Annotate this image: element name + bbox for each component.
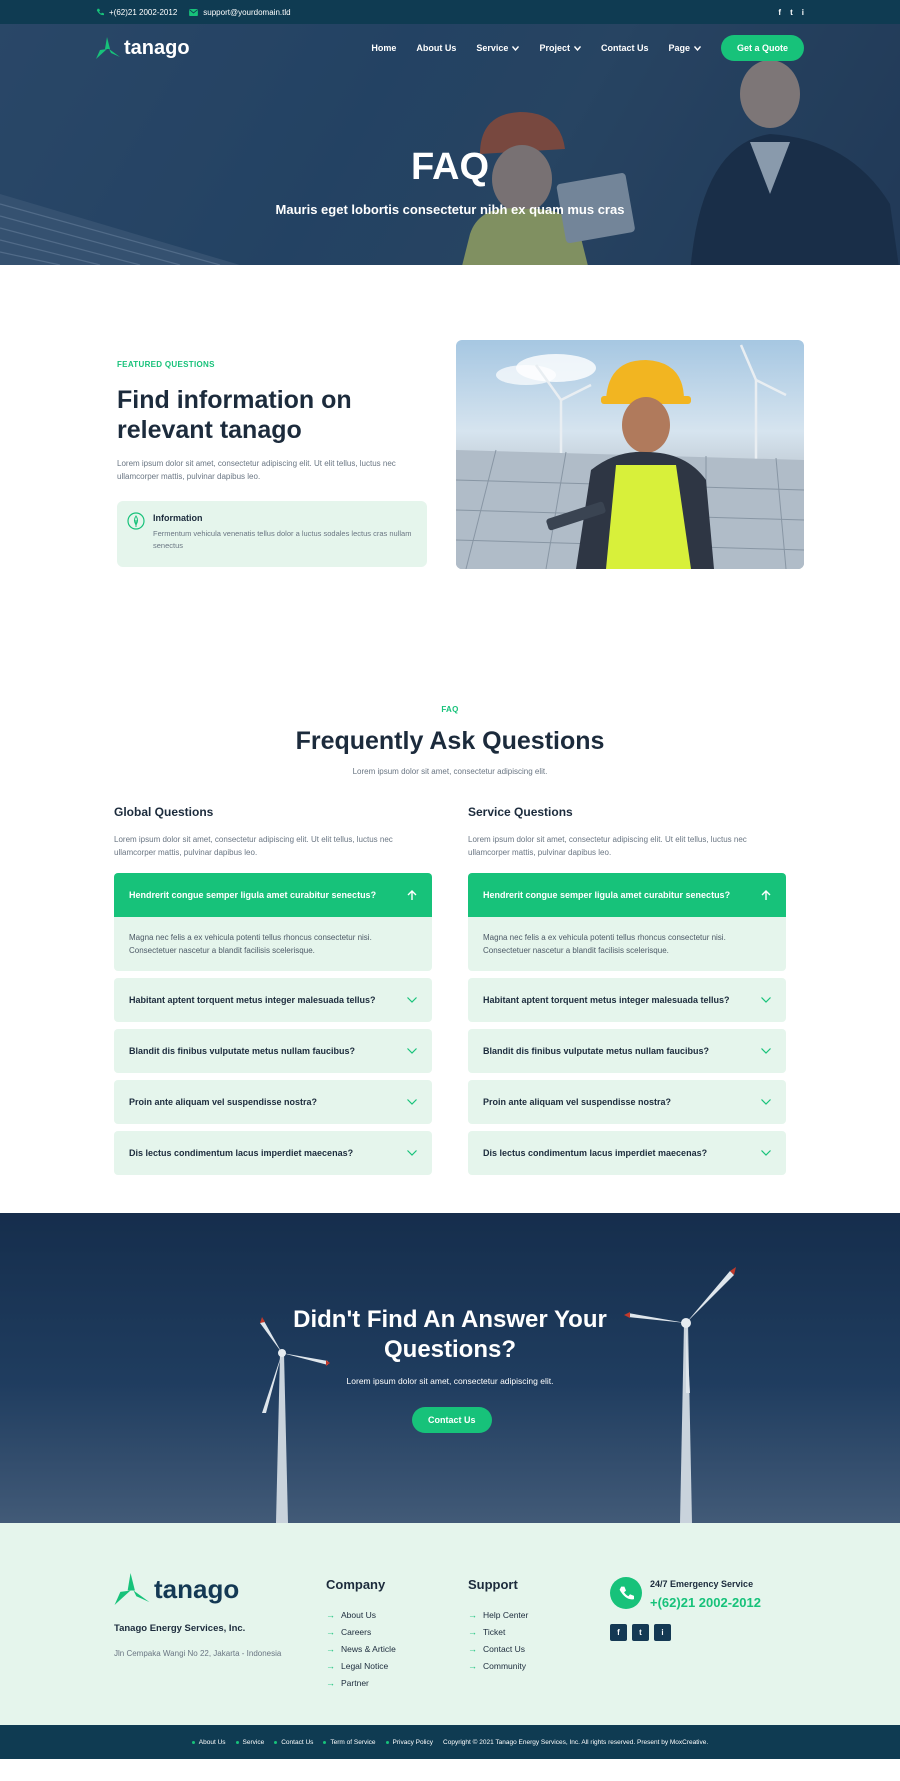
facebook-icon[interactable]: f — [610, 1624, 627, 1641]
bullet-icon — [323, 1741, 326, 1744]
footer-brand-name: tanago — [154, 1573, 240, 1604]
faq-title: Frequently Ask Questions — [295, 727, 605, 755]
footer-link[interactable] — [468, 1623, 528, 1640]
footer-link-label: Community — [483, 1660, 526, 1671]
bullet-icon — [192, 1741, 195, 1744]
footer-link[interactable] — [326, 1623, 396, 1640]
bottom-link[interactable] — [236, 1739, 265, 1746]
footer-link-list — [468, 1606, 528, 1674]
phone-icon — [96, 8, 104, 16]
top-phone-text: +(62)21 2002-2012 — [109, 7, 178, 17]
chevron-down-icon — [761, 1048, 771, 1054]
cta-title — [0, 1305, 900, 1365]
get-quote-button[interactable]: Get a Quote — [721, 35, 804, 61]
footer-link[interactable] — [468, 1640, 528, 1657]
faq-column-text: Lorem ipsum dolor sit amet, consectetur adipiscing elit. Ut elit tellus, luctus nec ullamcorper mattis, pulvinar dapibus leo. — [468, 835, 747, 857]
accordion — [468, 873, 786, 1175]
footer-link-label: Ticket — [483, 1626, 506, 1637]
information-title: Information — [153, 513, 203, 523]
faq-column-title: Service Questions — [468, 805, 573, 819]
nav-contact-label: Contact Us — [600, 43, 649, 53]
bottom-link-label: Privacy Policy — [392, 1738, 434, 1746]
nav-project-label: Project — [539, 43, 570, 53]
accordion-item[interactable] — [468, 978, 786, 1022]
featured-section — [0, 265, 900, 655]
main-nav — [0, 24, 900, 72]
arrow-right-icon: → — [468, 1643, 477, 1654]
arrow-right-icon: → — [468, 1626, 477, 1637]
bullet-icon — [236, 1741, 239, 1744]
emergency-row — [610, 1577, 761, 1610]
accordion-item[interactable] — [114, 978, 432, 1022]
information-card — [117, 501, 427, 567]
footer-link-list — [326, 1606, 396, 1691]
chevron-down-icon — [694, 46, 701, 51]
emergency-label: 24/7 Emergency Service — [650, 1579, 754, 1589]
information-text: Fermentum vehicula venenatis tellus dolor a luctus sodales lectus cras nullam senectus — [153, 529, 412, 550]
accordion-item[interactable] — [468, 1029, 786, 1073]
faq-eyebrow: FAQ — [441, 705, 459, 714]
featured-paragraph: Lorem ipsum dolor sit amet, consectetur adipiscing elit. Ut elit tellus, luctus nec ullamcorper mattis, pulvinar dapibus leo. — [117, 459, 396, 481]
accordion-question: Habitant aptent torquent metus integer malesuada tellus? — [129, 995, 376, 1005]
chevron-down-icon — [407, 1150, 417, 1156]
tanago-logo-icon — [114, 1573, 150, 1605]
emergency-phone[interactable]: +(62)21 2002-2012 — [650, 1595, 761, 1610]
nav-page-label: Page — [668, 43, 690, 53]
nav-page[interactable] — [668, 43, 701, 53]
chevron-down-icon — [761, 1099, 771, 1105]
bottom-link[interactable] — [274, 1739, 313, 1746]
nav-home-label: Home — [371, 43, 397, 53]
faq-section — [0, 655, 900, 1213]
cta-subtitle: Lorem ipsum dolor sit amet, consectetur adipiscing elit. — [346, 1376, 554, 1386]
arrow-right-icon: → — [468, 1609, 477, 1620]
accordion-question: Proin ante aliquam vel suspendisse nostra? — [483, 1097, 672, 1107]
footer-link[interactable] — [326, 1674, 396, 1691]
cta-title-line2: Questions? — [383, 1336, 516, 1363]
arrow-right-icon: → — [326, 1660, 335, 1671]
footer-column-title: Company — [326, 1577, 386, 1592]
nav-home[interactable] — [371, 43, 396, 53]
accordion-item[interactable] — [114, 1131, 432, 1175]
bullet-icon — [386, 1741, 389, 1744]
footer-link-label: Help Center — [483, 1609, 529, 1620]
engineer-photo — [456, 340, 804, 569]
featured-eyebrow: FEATURED QUESTIONS — [117, 360, 215, 369]
accordion-item[interactable] — [114, 1080, 432, 1124]
footer-link-label: Careers — [341, 1626, 372, 1637]
accordion-answer: Magna nec felis a ex vehicula potenti tellus rhoncus consectetur nisi. Consectetuer nascetur a blandit facilisis scelerisque. — [468, 917, 786, 971]
footer-address: Jln Cempaka Wangi No 22, Jakarta - Indonesia — [114, 1649, 282, 1658]
footer-link[interactable] — [326, 1640, 396, 1657]
bottom-link-label: Term of Service — [330, 1738, 376, 1746]
twitter-icon[interactable]: t — [632, 1624, 649, 1641]
bottom-bar — [0, 1725, 900, 1759]
accordion-item[interactable] — [468, 1131, 786, 1175]
top-email[interactable] — [189, 8, 290, 17]
chevron-down-icon — [512, 46, 519, 51]
footer-link-label: Partner — [341, 1677, 369, 1688]
accordion-question: Dis lectus condimentum lacus imperdiet maecenas? — [129, 1148, 354, 1158]
nav-menu — [371, 35, 804, 61]
bottom-link-label: Contact Us — [281, 1738, 314, 1746]
accordion-item-open[interactable] — [468, 873, 786, 917]
cta-overlay — [0, 1213, 900, 1523]
top-phone[interactable] — [96, 8, 177, 17]
footer-link-label: About Us — [341, 1609, 376, 1620]
accordion-question: Blandit dis finibus vulputate metus nullam faucibus? — [129, 1046, 356, 1056]
arrow-right-icon: → — [326, 1626, 335, 1637]
bullet-icon — [274, 1741, 277, 1744]
phone-icon — [618, 1585, 634, 1601]
accordion-question: Blandit dis finibus vulputate metus nullam faucibus? — [483, 1046, 710, 1056]
chevron-down-icon — [407, 997, 417, 1003]
footer-company-name: Tanago Energy Services, Inc. — [114, 1623, 246, 1634]
wind-turbine-graphic — [620, 1263, 740, 1523]
arrow-right-icon: → — [326, 1677, 335, 1688]
accordion — [114, 873, 432, 1175]
footer-brand — [114, 1573, 281, 1658]
accordion-question: Hendrerit congue semper ligula amet curabitur senectus? — [483, 890, 731, 900]
footer-link-label: Contact Us — [483, 1643, 526, 1654]
contact-us-button[interactable]: Contact Us — [412, 1407, 492, 1433]
instagram-icon[interactable]: i — [801, 7, 804, 17]
mail-icon — [189, 9, 198, 16]
footer-link[interactable] — [468, 1606, 528, 1623]
accordion-answer: Magna nec felis a ex vehicula potenti tellus rhoncus consectetur nisi. Consectetuer nascetur a blandit facilisis scelerisque. — [114, 917, 432, 971]
bottom-link[interactable] — [323, 1739, 375, 1746]
faq-column-service — [468, 805, 786, 1175]
chevron-down-icon — [761, 997, 771, 1003]
nav-project[interactable] — [539, 43, 581, 53]
emergency-text — [650, 1577, 761, 1610]
top-email-text: support@yourdomain.tld — [203, 7, 291, 17]
phone-circle-icon — [610, 1577, 642, 1609]
footer-link[interactable] — [468, 1657, 528, 1674]
accordion-item[interactable] — [114, 1029, 432, 1073]
arrow-up-icon — [761, 890, 771, 901]
copyright: Copyright © 2021 Tanago Energy Services, Inc. All rights reserved. Present by MoxCreative. — [443, 1738, 709, 1746]
nav-service[interactable] — [476, 43, 519, 53]
accordion-item[interactable] — [468, 1080, 786, 1124]
nav-about[interactable] — [416, 43, 456, 53]
page-title: FAQ — [410, 146, 490, 188]
chevron-down-icon — [407, 1048, 417, 1054]
accordion-question: Habitant aptent torquent metus integer malesuada tellus? — [483, 995, 730, 1005]
cta-section — [0, 1213, 900, 1523]
bottom-link-label: Service — [242, 1738, 265, 1746]
arrow-up-icon — [407, 890, 417, 901]
top-social — [778, 8, 804, 17]
footer-column-title: Support — [468, 1577, 518, 1592]
top-contact — [96, 8, 291, 17]
accordion-question: Hendrerit congue semper ligula amet curabitur senectus? — [129, 890, 377, 900]
twitter-icon[interactable]: t — [790, 7, 793, 17]
brand-logo[interactable] — [96, 37, 190, 60]
page-subtitle: Mauris eget lobortis consectetur nibh ex quam mus cras — [275, 202, 625, 217]
accordion-item-open[interactable] — [114, 873, 432, 917]
chevron-down-icon — [761, 1150, 771, 1156]
footer-link-label: Legal Notice — [341, 1660, 389, 1671]
arrow-right-icon: → — [326, 1609, 335, 1620]
footer-logo[interactable] — [114, 1573, 281, 1605]
leaf-info-icon — [127, 512, 145, 530]
hero — [0, 24, 900, 265]
featured-title: Find information on relevant tanago — [117, 386, 352, 444]
arrow-right-icon: → — [468, 1660, 477, 1671]
bottom-link-label: About Us — [198, 1738, 226, 1746]
footer-support-links — [468, 1577, 528, 1674]
faq-column-title: Global Questions — [114, 805, 214, 819]
nav-service-label: Service — [476, 43, 509, 53]
facebook-icon[interactable]: f — [778, 7, 782, 17]
nav-about-label: About Us — [416, 43, 457, 53]
faq-column-text: Lorem ipsum dolor sit amet, consectetur adipiscing elit. Ut elit tellus, luctus nec ullamcorper mattis, pulvinar dapibus leo. — [114, 835, 393, 857]
footer — [0, 1523, 900, 1725]
instagram-icon[interactable]: i — [654, 1624, 671, 1641]
top-bar — [0, 0, 900, 24]
accordion-question: Dis lectus condimentum lacus imperdiet maecenas? — [483, 1148, 708, 1158]
faq-subtitle: Lorem ipsum dolor sit amet, consectetur adipiscing elit. — [352, 767, 548, 776]
accordion-question: Proin ante aliquam vel suspendisse nostra? — [129, 1097, 318, 1107]
chevron-down-icon — [407, 1099, 417, 1105]
featured-text — [117, 360, 427, 567]
engineer-photo-graphic — [456, 340, 804, 569]
faq-column-global — [114, 805, 432, 1175]
nav-contact[interactable] — [601, 43, 649, 53]
footer-social — [610, 1624, 761, 1641]
bottom-link[interactable] — [386, 1739, 433, 1746]
footer-link-label: News & Article — [341, 1643, 396, 1654]
brand-name: tanago — [124, 36, 190, 59]
emergency-contact — [610, 1577, 761, 1641]
footer-link[interactable] — [326, 1657, 396, 1674]
footer-link[interactable] — [326, 1606, 396, 1623]
cta-title-line1: Didn't Find An Answer Your — [293, 1306, 607, 1333]
bottom-link[interactable] — [192, 1739, 226, 1746]
footer-company-links — [326, 1577, 396, 1691]
chevron-down-icon — [574, 46, 581, 51]
tanago-logo-icon — [96, 37, 120, 59]
arrow-right-icon: → — [326, 1643, 335, 1654]
